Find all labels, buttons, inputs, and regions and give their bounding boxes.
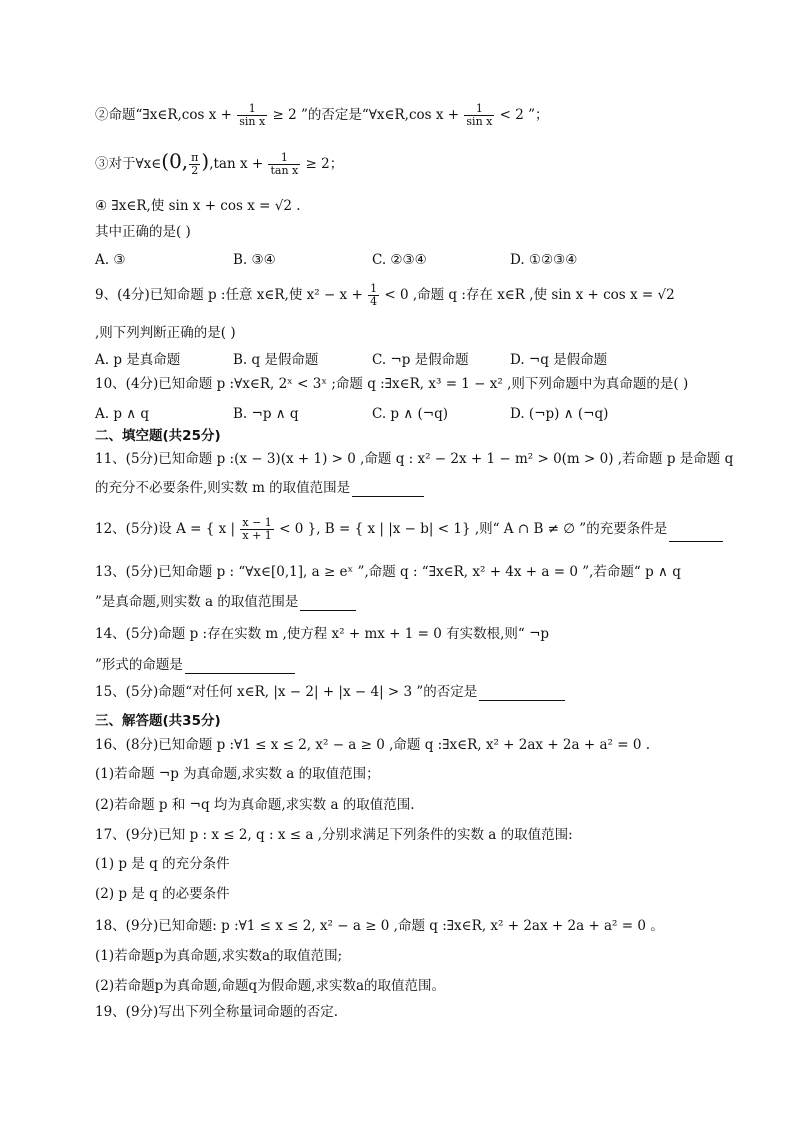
question-17-sub-2: (2) p 是 q 的必要条件: [95, 886, 230, 902]
fraction-numerator: 1: [370, 282, 378, 295]
question-11-text: 的充分不必要条件,则实数 m 的取值范围是: [95, 480, 351, 496]
question-8-option-b: B. ③④: [233, 252, 276, 268]
question-16-sub-1: (1)若命题 ¬p 为真命题,求实数 a 的取值范围；: [95, 766, 380, 782]
answer-blank: [479, 686, 565, 701]
fraction-numerator: π: [191, 151, 199, 164]
statement-3-fraction: [268, 152, 300, 177]
statement-2-fraction: [237, 103, 267, 128]
fraction-denominator: 4: [370, 295, 378, 308]
statement-3-mid: ,tan x +: [209, 156, 264, 172]
question-13-text: ”是真命题,则实数 a 的取值范围是: [95, 594, 299, 610]
question-10-option-d: D. (¬p) ∧ (¬q): [510, 406, 609, 422]
statement-2-quantifier: ∃x∈R,cos x +: [142, 107, 232, 123]
fraction-numerator: x − 1: [242, 516, 272, 529]
question-8-prompt: 其中正确的是( ): [95, 224, 191, 240]
interval-right: ): [201, 149, 210, 173]
question-10-option-a: A. p ∧ q: [95, 406, 150, 422]
set-right-brace: < 0 }: [279, 521, 317, 537]
question-15-text: 15、(5分)命题“对任何 x∈R, |x − 2| + |x − 4| > 3 ”的否定是: [95, 684, 478, 700]
question-13-line-2: [95, 593, 356, 611]
statement-2: [95, 103, 549, 128]
question-14-line-2: [95, 656, 295, 674]
question-12-tail: , B = { x | |x − b| < 1} ,则“ A ∩ B ≠ ∅ ”的充要条件是: [316, 521, 668, 537]
set-left-brace: { x |: [205, 521, 236, 537]
statement-3-prefix: ③对于∀x∈: [95, 156, 162, 172]
question-9-option-b: B. q 是假命题: [233, 352, 319, 368]
answer-blank: [185, 659, 295, 674]
set-fraction: [240, 517, 273, 542]
pi-over-2-fraction: [189, 152, 200, 177]
question-14-text: ”形式的命题是: [95, 657, 183, 673]
question-9-line-2: ,则下列判断正确的是( ): [95, 325, 236, 341]
answer-blank: [300, 596, 356, 611]
statement-2-tail: ≥ 2 ”的否定是“: [272, 107, 369, 123]
statement-4: ④ ∃x∈R,使 sin x + cos x = √2 .: [95, 198, 301, 214]
question-16-line-1: 16、(8分)已知命题 p :∀1 ≤ x ≤ 2, x² − a ≥ 0 ,命题 q :∃x∈R, x² + 2ax + 2a + a² = 0 .: [95, 737, 650, 753]
fraction-denominator: sin x: [466, 115, 493, 128]
fraction-numerator: 1: [464, 103, 494, 116]
statement-2-fraction-negated: [464, 103, 494, 128]
answer-blank: [669, 527, 723, 542]
question-16-sub-2: (2)若命题 p 和 ¬q 均为真命题,求实数 a 的取值范围.: [95, 797, 415, 813]
question-11-line-2: [95, 479, 424, 497]
interval-left: (0,: [161, 149, 189, 173]
question-9-option-d: D. ¬q 是假命题: [510, 352, 608, 368]
section-3-heading: 三、解答题(共35分): [95, 713, 221, 729]
fraction-denominator: 2: [191, 164, 199, 177]
question-8-option-a: A. ③: [95, 252, 126, 268]
question-8-option-d: D. ①②③④: [510, 252, 578, 268]
fraction-numerator: 1: [268, 152, 300, 165]
question-9: [95, 283, 675, 308]
quarter-fraction: [368, 283, 379, 308]
question-9-option-c: C. ¬p 是假命题: [372, 352, 469, 368]
statement-3: [95, 149, 344, 177]
statement-2-quantifier-negated: ∀x∈R,cos x +: [368, 107, 460, 123]
statement-2-tail-negated: < 2 ”；: [499, 107, 549, 123]
question-11-line-1: 11、(5分)已知命题 p :(x − 3)(x + 1) > 0 ,命题 q : x² − 2x + 1 − m² > 0(m > 0) ,若命题 p 是命题 q: [95, 451, 734, 467]
question-18-line-1: 18、(9分)已知命题: p :∀1 ≤ x ≤ 2, x² − a ≥ 0 ,命题 q :∃x∈R, x² + 2ax + 2a + a² = 0 。: [95, 918, 664, 934]
question-8-option-c: C. ②③④: [372, 252, 427, 268]
question-9-text-b: < 0 ,命题 q :存在 x∈R ,使 sin x + cos x = √2: [384, 287, 675, 303]
question-18-sub-1: (1)若命题p为真命题,求实数a的取值范围;: [95, 948, 343, 964]
statement-3-tail: ≥ 2；: [305, 156, 344, 172]
question-18-sub-2: (2)若命题p为真命题,命题q为假命题,求实数a的取值范围。: [95, 978, 446, 994]
question-9-option-a: A. p 是真命题: [95, 352, 181, 368]
statement-2-prefix: ②命题“: [95, 107, 143, 123]
section-2-heading: 二、填空题(共25分): [95, 428, 221, 444]
fraction-denominator: sin x: [239, 115, 266, 128]
question-9-text-a: 9、(4分)已知命题 p :任意 x∈R,使 x² − x +: [95, 287, 363, 303]
question-17-line-1: 17、(9分)已知 p : x ≤ 2, q : x ≤ a ,分别求满足下列条件的实数 a 的取值范围:: [95, 827, 573, 843]
answer-blank: [352, 482, 424, 497]
question-12: [95, 517, 723, 542]
question-10-option-c: C. p ∧ (¬q): [372, 406, 449, 422]
question-10: 10、(4分)已知命题 p :∀x∈R, 2ˣ < 3ˣ ;命题 q :∃x∈R, x³ = 1 − x² ,则下列命题中为真命题的是( ): [95, 376, 689, 392]
question-13-line-1: 13、(5分)已知命题 p : “∀x∈[0,1], a ≥ eˣ ”,命题 q : “∃x∈R, x² + 4x + a = 0 ”,若命题“ p ∧ q: [95, 564, 681, 580]
fraction-numerator: 1: [237, 103, 267, 116]
question-15: [95, 683, 565, 701]
question-17-sub-1: (1) p 是 q 的充分条件: [95, 856, 230, 872]
question-12-prefix: 12、(5分)设 A =: [95, 521, 202, 537]
question-10-option-b: B. ¬p ∧ q: [233, 406, 299, 422]
question-19: 19、(9分)写出下列全称量词命题的否定.: [95, 1004, 339, 1020]
fraction-denominator: tan x: [270, 164, 299, 177]
fraction-denominator: x + 1: [242, 529, 272, 542]
question-14-line-1: 14、(5分)命题 p :存在实数 m ,使方程 x² + mx + 1 = 0 有实数根,则“ ¬p: [95, 626, 550, 642]
